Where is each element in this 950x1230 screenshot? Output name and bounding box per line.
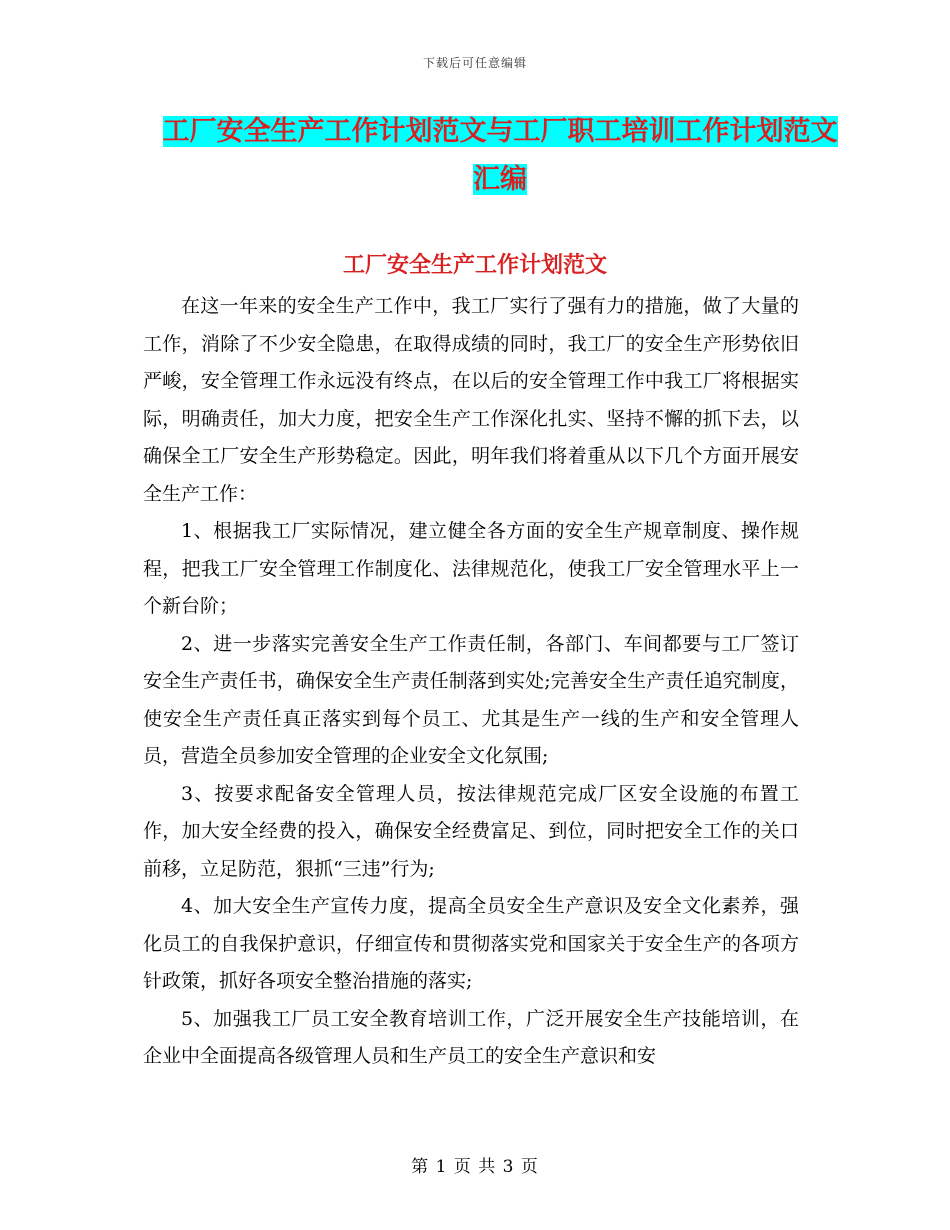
header-note: 下载后可任意编辑 [422,56,527,70]
document-title-text: 工厂安全生产工作计划范文与工厂职工培训工作计划范文汇编 [162,116,838,195]
document-title [150,108,850,204]
page-footer: 第 1 页 共 3 页 [411,1157,539,1177]
paragraph-item-3: 3、按要求配备安全管理人员，按法律规范完成厂区安全设施的布置工作，加大安全经费的投入，确保安全经费富足、到位，同时把安全工作的关口前移，立足防范，狠抓“三违”行为; [143,782,799,880]
section-title: 工厂安全生产工作计划范文 [342,253,607,278]
paragraph-item-5: 5、加强我工厂员工安全教育培训工作，广泛开展安全生产技能培训，在企业中全面提高各级管理人员和生产员工的安全生产意识和安 [143,1007,799,1067]
paragraph-intro: 在这一年来的安全生产工作中，我工厂实行了强有力的措施，做了大量的工作，消除了不少安全隐患，在取得成绩的同时，我工厂的安全生产形势依旧严峻，安全管理工作永远没有终点，在以后的安全管理工作中我工厂将根据实际，明确责任，加大力度，把安全生产工作深化扎实、坚持不懈的抓下去，以确保全工厂安全生产形势稳定。因此，明年我们将着重从以下几个方面开展安全生产工作： [143,295,799,505]
body-text [143,288,799,1076]
paragraph-item-2: 2、进一步落实完善安全生产工作责任制，各部门、车间都要与工厂签订安全生产责任书，确保安全生产责任制落到实处;完善安全生产责任追究制度，使安全生产责任真正落实到每个员工、尤其是生产一线的生产和安全管理人员，营造全员参加安全管理的企业安全文化氛围; [143,632,799,767]
paragraph-item-1: 1、根据我工厂实际情况，建立健全各方面的安全生产规章制度、操作规程，把我工厂安全管理工作制度化、法律规范化，使我工厂安全管理水平上一个新台阶； [143,520,799,617]
paragraph-item-4: 4、加大安全生产宣传力度，提高全员安全生产意识及安全文化素养，强化员工的自我保护意识，仔细宣传和贯彻落实党和国家关于安全生产的各项方针政策，抓好各项安全整治措施的落实; [143,895,799,992]
